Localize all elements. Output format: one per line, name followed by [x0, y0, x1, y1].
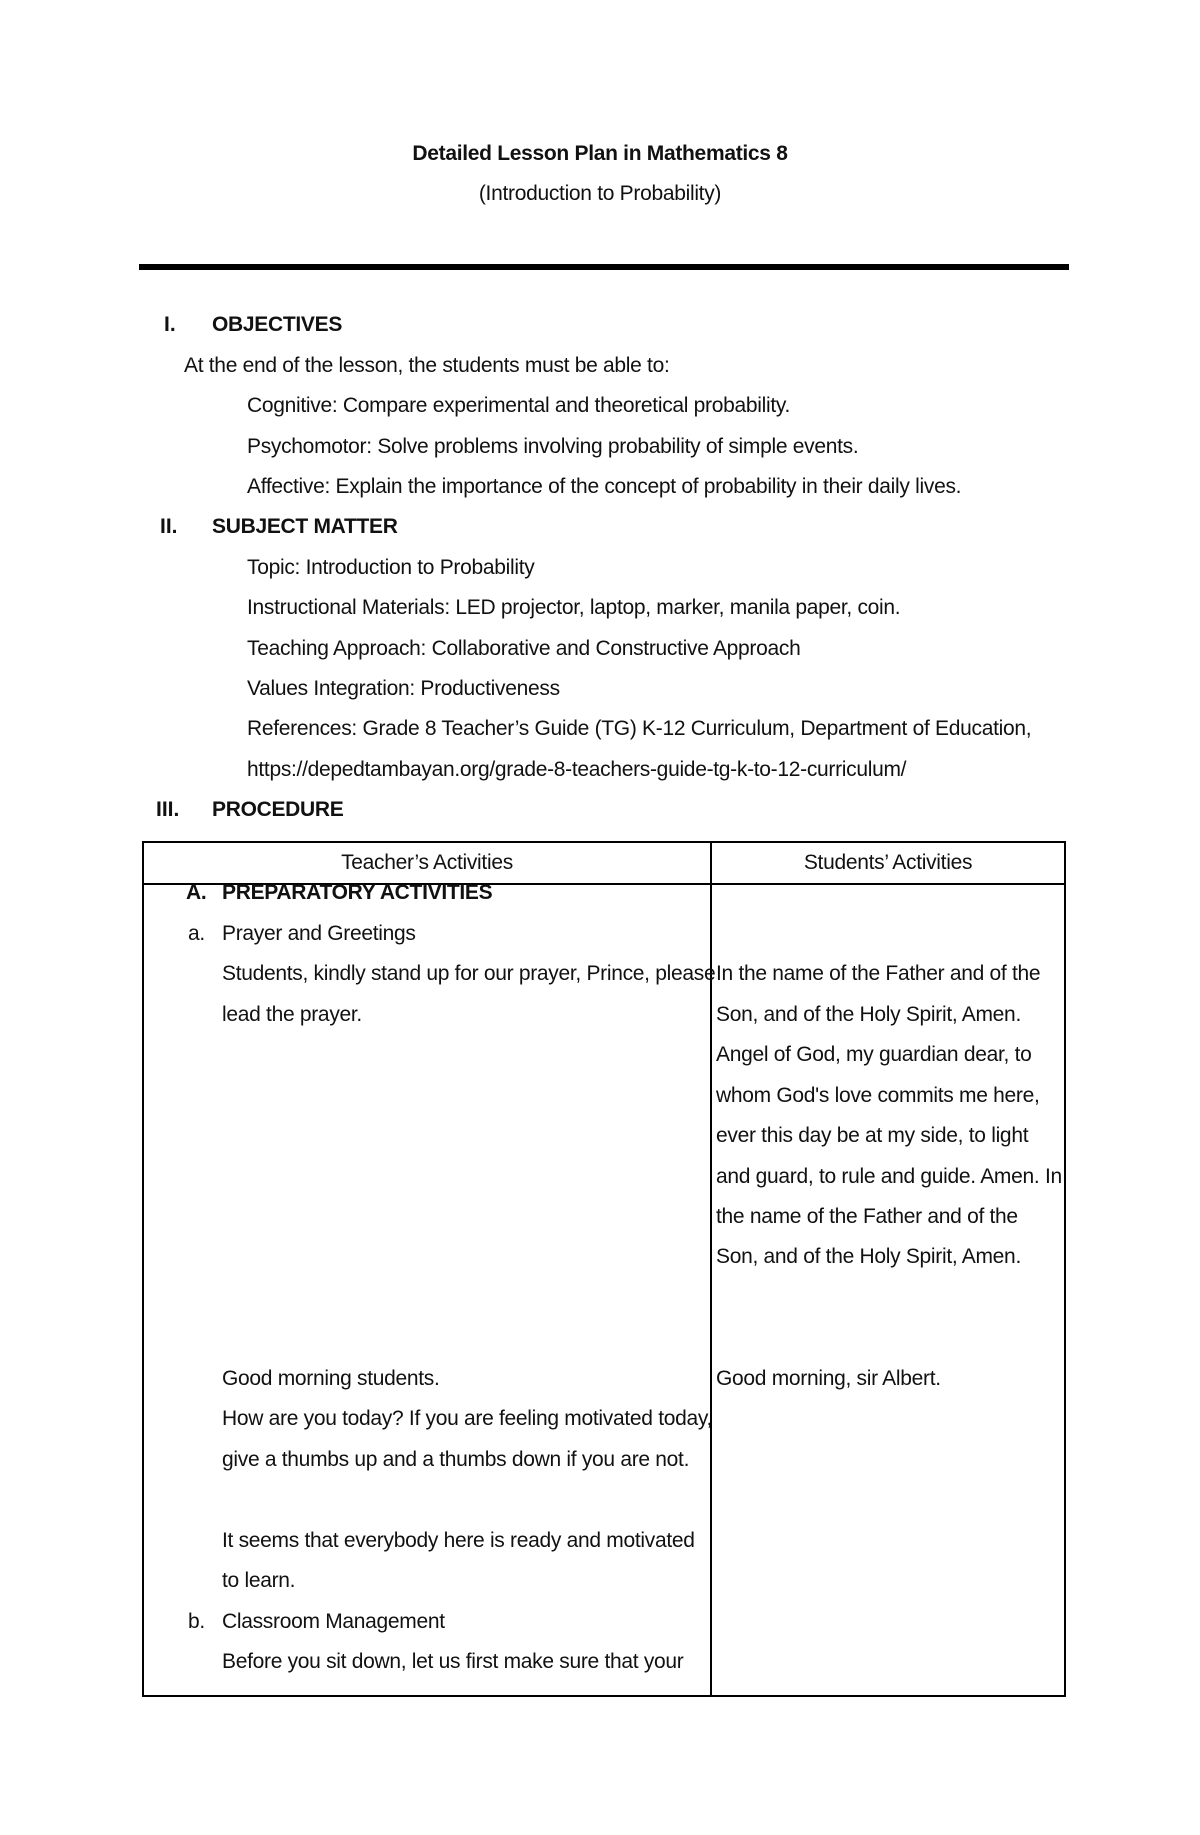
- objective-item-cognitive: Cognitive: Compare experimental and theoretical probability.: [247, 394, 791, 417]
- student-line: Good morning, sir Albert.: [716, 1367, 941, 1390]
- subject-item-approach: Teaching Approach: Collaborative and Constructive Approach: [247, 637, 801, 660]
- section-heading-objectives: OBJECTIVES: [212, 313, 343, 336]
- student-line: and guard, to rule and guide. Amen. In: [716, 1165, 1062, 1188]
- section-letter-a: A.: [186, 881, 207, 904]
- subject-item-materials: Instructional Materials: LED projector, laptop, marker, manila paper, coin.: [247, 596, 901, 619]
- student-line: Son, and of the Holy Spirit, Amen.: [716, 1003, 1021, 1026]
- table-header-students: Students’ Activities: [803, 851, 973, 874]
- sub-letter-b: b.: [188, 1610, 205, 1633]
- preparatory-activities-heading: PREPARATORY ACTIVITIES: [222, 881, 493, 904]
- student-line: In the name of the Father and of the: [716, 962, 1041, 985]
- document-title: Detailed Lesson Plan in Mathematics 8: [412, 142, 788, 165]
- section-numeral-objectives: I.: [164, 313, 176, 336]
- classroom-management-heading: Classroom Management: [222, 1610, 445, 1633]
- objective-item-psychomotor: Psychomotor: Solve problems involving probability of simple events.: [247, 435, 859, 458]
- document-subtitle: (Introduction to Probability): [478, 182, 722, 205]
- student-line: whom God's love commits me here,: [716, 1084, 1040, 1107]
- subject-item-references: References: Grade 8 Teacher’s Guide (TG) K-12 Curriculum, Department of Education,: [247, 717, 1032, 740]
- section-heading-procedure: PROCEDURE: [212, 798, 344, 821]
- header-divider: [139, 264, 1069, 270]
- teacher-line: Students, kindly stand up for our prayer, Prince, please: [222, 962, 716, 985]
- prayer-and-greetings-heading: Prayer and Greetings: [222, 922, 416, 945]
- subject-item-reference-link[interactable]: https://depedtambayan.org/grade-8-teachers-guide-tg-k-to-12-curriculum/: [247, 758, 907, 781]
- teacher-line: lead the prayer.: [222, 1003, 362, 1026]
- sub-letter-a: a.: [188, 922, 205, 945]
- section-numeral-procedure: III.: [156, 798, 180, 821]
- teacher-line: Good morning students.: [222, 1367, 440, 1390]
- teacher-line: Before you sit down, let us first make sure that your: [222, 1650, 684, 1673]
- teacher-line: It seems that everybody here is ready and motivated: [222, 1529, 695, 1552]
- subject-item-topic: Topic: Introduction to Probability: [247, 556, 535, 579]
- objective-item-affective: Affective: Explain the importance of the concept of probability in their daily lives.: [247, 475, 962, 498]
- student-line: Angel of God, my guardian dear, to: [716, 1043, 1032, 1066]
- student-line: the name of the Father and of the: [716, 1205, 1018, 1228]
- objectives-intro: At the end of the lesson, the students must be able to:: [184, 354, 670, 377]
- teacher-line: give a thumbs up and a thumbs down if you are not.: [222, 1448, 690, 1471]
- student-line: ever this day be at my side, to light: [716, 1124, 1029, 1147]
- subject-item-values: Values Integration: Productiveness: [247, 677, 560, 700]
- section-numeral-subject-matter: II.: [160, 515, 178, 538]
- table-header-teacher: Teacher’s Activities: [341, 851, 513, 874]
- section-heading-subject-matter: SUBJECT MATTER: [212, 515, 398, 538]
- student-line: Son, and of the Holy Spirit, Amen.: [716, 1245, 1021, 1268]
- teacher-line: to learn.: [222, 1569, 296, 1592]
- teacher-line: How are you today? If you are feeling motivated today,: [222, 1407, 713, 1430]
